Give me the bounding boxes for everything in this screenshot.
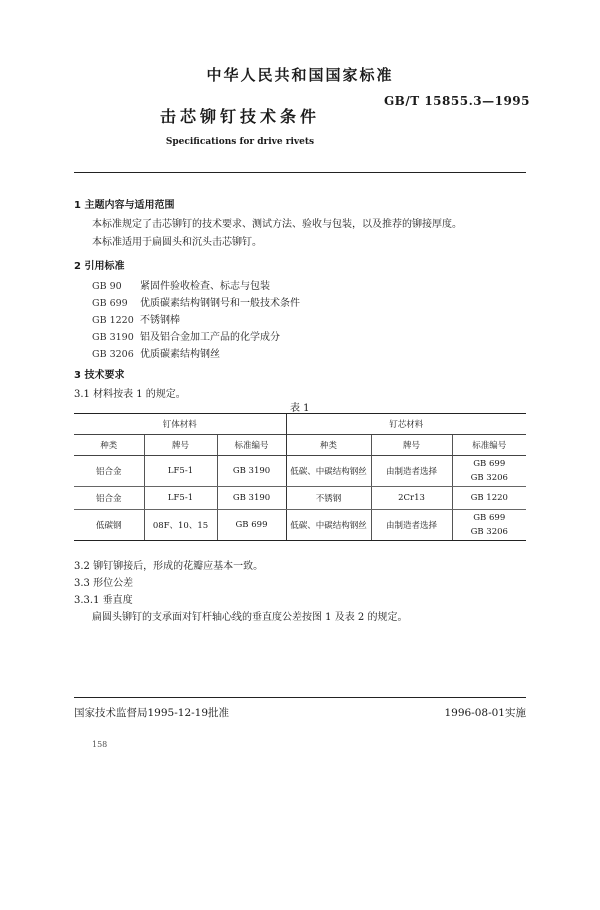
effective-date: 1996-08-01实施 — [444, 707, 526, 719]
column-header: 牌号 — [371, 435, 452, 456]
header-divider — [74, 172, 526, 173]
clause-3-3-1: 3.3.1 垂直度 — [74, 595, 133, 606]
table-cell: 低碳、中碳结构钢丝 — [286, 510, 371, 541]
column-header: 牌号 — [144, 435, 217, 456]
table-cell: LF5-1 — [144, 487, 217, 510]
table-cell: 低碳钢 — [74, 510, 144, 541]
reference-code: GB 3190 — [92, 332, 134, 343]
column-header: 标准编号 — [452, 435, 526, 456]
standard-code: GB 699 — [473, 459, 506, 469]
section-1-paragraph-2: 本标准适用于扁圆头和沉头击芯铆钉。 — [92, 237, 262, 248]
document-title: 击芯铆钉技术条件 — [159, 107, 320, 126]
column-header: 种类 — [286, 435, 371, 456]
table-group-header-row — [74, 414, 526, 435]
table-row — [74, 487, 526, 510]
section-1-paragraph-1: 本标准规定了击芯铆钉的技术要求、测试方法、验收与包装，以及推荐的铆接厚度。 — [92, 219, 462, 230]
document-title-english: Specifications for drive rivets — [165, 137, 315, 147]
reference-code: GB 90 — [92, 281, 122, 292]
section-3-heading: 3 技术要求 — [74, 370, 125, 381]
table-cell: GB 1220 — [452, 487, 526, 510]
table-cell: 不锈钢 — [286, 487, 371, 510]
table-cell: 铝合金 — [74, 487, 144, 510]
agency-title: 中华人民共和国国家标准 — [206, 66, 394, 84]
table-cell — [452, 456, 526, 487]
reference-title: 优质碳素结构钢丝 — [140, 349, 220, 360]
materials-table — [74, 413, 526, 541]
clause-3-3: 3.3 形位公差 — [74, 578, 134, 589]
section-2-heading: 2 引用标准 — [74, 261, 125, 272]
table-cell — [452, 510, 526, 541]
clause-3-2: 3.2 铆钉铆接后，形成的花瓣应基本一致。 — [74, 561, 264, 572]
table-cell: 由制造者选择 — [371, 456, 452, 487]
reference-item — [92, 294, 300, 309]
reference-title: 优质碳素结构钢钢号和一般技术条件 — [140, 298, 300, 309]
reference-code: GB 1220 — [92, 315, 134, 326]
clause-3-3-1-text: 扁圆头铆钉的支承面对钉杆轴心线的垂直度公差按图 1 及表 2 的规定。 — [92, 612, 408, 623]
reference-item — [92, 277, 270, 292]
column-header: 标准编号 — [217, 435, 286, 456]
table-cell: GB 699 — [217, 510, 286, 541]
table-1-caption: 表 1 — [290, 403, 310, 414]
approval-statement: 国家技术监督局1995-12-19批准 — [74, 707, 230, 719]
section-1-heading: 1 主题内容与适用范围 — [74, 200, 175, 211]
reference-item — [92, 311, 180, 326]
reference-item — [92, 345, 220, 360]
standard-number: GB/T 15855.3—1995 — [383, 94, 530, 108]
table-row — [74, 510, 526, 541]
standard-code: GB 699 — [473, 513, 506, 523]
reference-title: 铝及铝合金加工产品的化学成分 — [140, 332, 280, 343]
column-header: 种类 — [74, 435, 144, 456]
standard-code: GB 3206 — [470, 473, 508, 483]
reference-code: GB 3206 — [92, 349, 134, 360]
standard-code: GB 3206 — [470, 527, 508, 537]
table-cell: GB 3190 — [217, 456, 286, 487]
group-header-body-material: 钉体材料 — [74, 414, 286, 435]
table-cell: 08F、10、15 — [144, 510, 217, 541]
table-row — [74, 456, 526, 487]
group-header-core-material: 钉芯材料 — [286, 414, 526, 435]
table-cell: 低碳、中碳结构钢丝 — [286, 456, 371, 487]
table-cell: 由制造者选择 — [371, 510, 452, 541]
table-cell: 铝合金 — [74, 456, 144, 487]
reference-title: 不锈钢棒 — [140, 315, 180, 326]
table-cell: LF5-1 — [144, 456, 217, 487]
table-cell: GB 3190 — [217, 487, 286, 510]
reference-item — [92, 328, 280, 343]
page-number: 158 — [92, 740, 108, 749]
table-column-header-row — [74, 435, 526, 456]
reference-title: 紧固件验收检查、标志与包装 — [140, 281, 270, 292]
reference-code: GB 699 — [92, 298, 128, 309]
clause-3-1: 3.1 材料按表 1 的规定。 — [74, 389, 186, 400]
table-cell: 2Cr13 — [371, 487, 452, 510]
footer-divider — [74, 697, 526, 698]
